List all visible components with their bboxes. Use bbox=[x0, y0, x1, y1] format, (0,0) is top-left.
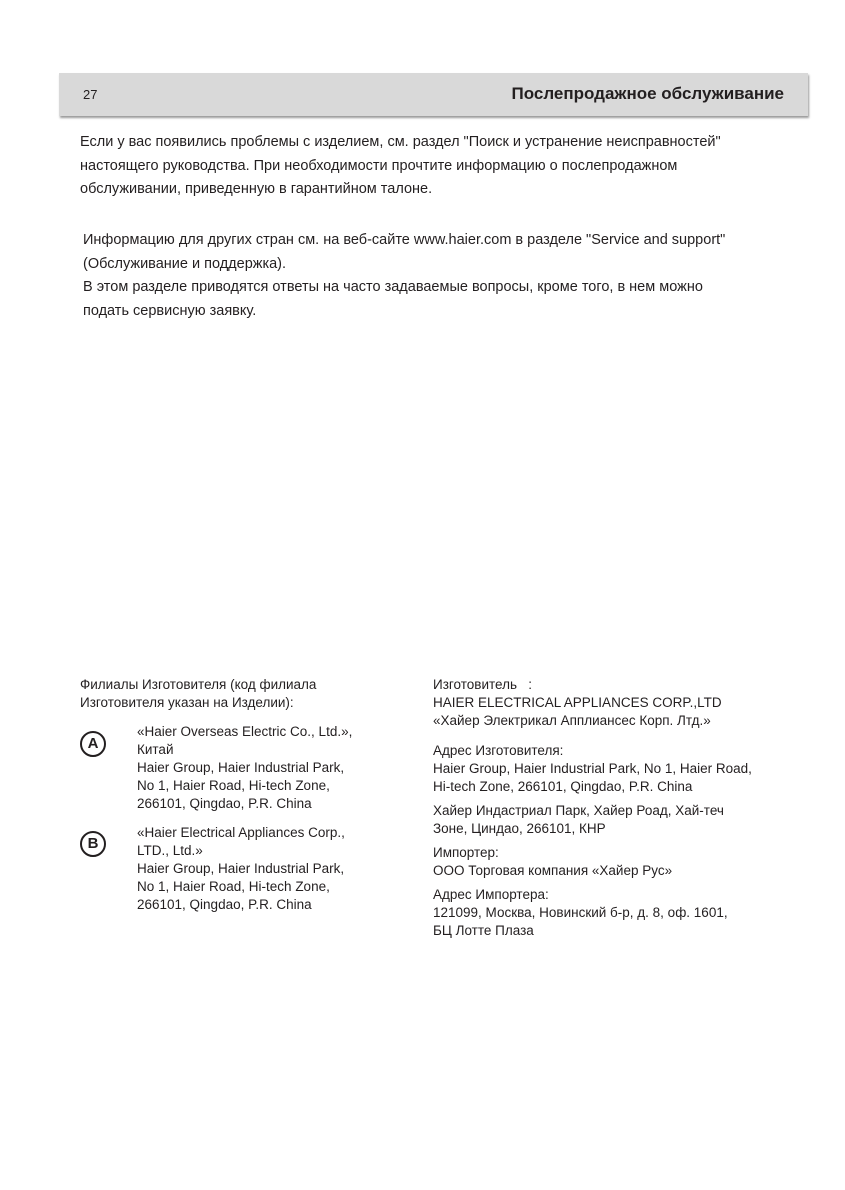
text-line: настоящего руководства. При необходимости прочтите информацию о послепродажном bbox=[80, 157, 678, 174]
text-line: (Обслуживание и поддержка). bbox=[83, 255, 287, 272]
branch-line: Haier Group, Haier Industrial Park, bbox=[137, 760, 345, 775]
section-title: Послепродажное обслуживание bbox=[511, 84, 784, 103]
address-label: Адрес Изготовителя: bbox=[433, 743, 564, 758]
importer-address-line: 121099, Москва, Новинский б-р, д. 8, оф. 1601, bbox=[433, 905, 728, 920]
text-line: Информацию для других стран см. на веб-сайте www.haier.com в разделе "Service and support" bbox=[83, 232, 726, 248]
branch-line: LTD., Ltd.» bbox=[137, 843, 203, 858]
importer-label: Импортер: bbox=[433, 845, 499, 860]
importer-address-line: БЦ Лотте Плаза bbox=[433, 923, 534, 938]
branch-a bbox=[137, 723, 397, 813]
importer bbox=[433, 844, 813, 880]
header-bar bbox=[59, 73, 808, 116]
text-line: обслуживании, приведенную в гарантийном талоне. bbox=[80, 181, 433, 197]
text-line: Если у вас появились проблемы с изделием, см. раздел "Поиск и устранение неисправностей" bbox=[80, 134, 721, 150]
service-info-paragraph bbox=[83, 229, 803, 323]
intro-paragraph bbox=[80, 131, 800, 202]
importer-address-label: Адрес Импортера: bbox=[433, 887, 549, 902]
branch-line: «Haier Electrical Appliances Corp., bbox=[137, 825, 345, 840]
address-line: Хайер Индастриал Парк, Хайер Роад, Хай-теч bbox=[433, 803, 724, 818]
branch-line: 266101, Qingdao, P.R. China bbox=[137, 897, 312, 912]
address-line: Haier Group, Haier Industrial Park, No 1, Haier Road, bbox=[433, 761, 752, 776]
manufacturer-block bbox=[433, 676, 813, 946]
address-line: Зоне, Циндао, 266101, КНР bbox=[433, 821, 606, 836]
branch-line: «Haier Overseas Electric Co., Ltd.», bbox=[137, 724, 353, 739]
manufacturer-address bbox=[433, 742, 813, 796]
page-number: 27 bbox=[83, 87, 98, 102]
importer-address bbox=[433, 886, 813, 940]
manufacturer-name bbox=[433, 676, 813, 730]
branch-code-b-icon: B bbox=[80, 831, 106, 857]
branch-line: Haier Group, Haier Industrial Park, bbox=[137, 861, 345, 876]
manufacturer-address-ru bbox=[433, 802, 813, 838]
heading-line: Филиалы Изготовителя (код филиала bbox=[80, 677, 317, 692]
branch-line: 266101, Qingdao, P.R. China bbox=[137, 796, 312, 811]
heading-line: Изготовителя указан на Изделии): bbox=[80, 695, 294, 710]
branch-code-a-icon: A bbox=[80, 731, 106, 757]
branch-line: Китай bbox=[137, 742, 174, 757]
branches-heading bbox=[80, 676, 380, 712]
branch-line: No 1, Haier Road, Hi-tech Zone, bbox=[137, 879, 330, 894]
branch-b bbox=[137, 824, 397, 914]
text-line: подать сервисную заявку. bbox=[83, 302, 257, 319]
importer-name: ООО Торговая компания «Хайер Рус» bbox=[433, 863, 673, 878]
branch-line: No 1, Haier Road, Hi-tech Zone, bbox=[137, 778, 330, 793]
manufacturer-label: Изготовитель : bbox=[433, 677, 532, 692]
address-line: Hi-tech Zone, 266101, Qingdao, P.R. China bbox=[433, 779, 693, 794]
text-line: В этом разделе приводятся ответы на часто задаваемые вопросы, кроме того, в нем можно bbox=[83, 279, 703, 295]
manufacturer-line: «Хайер Электрикал Апплиансес Корп. Лтд.» bbox=[433, 713, 711, 728]
manufacturer-line: HAIER ELECTRICAL APPLIANCES CORP.,LTD bbox=[433, 695, 722, 710]
